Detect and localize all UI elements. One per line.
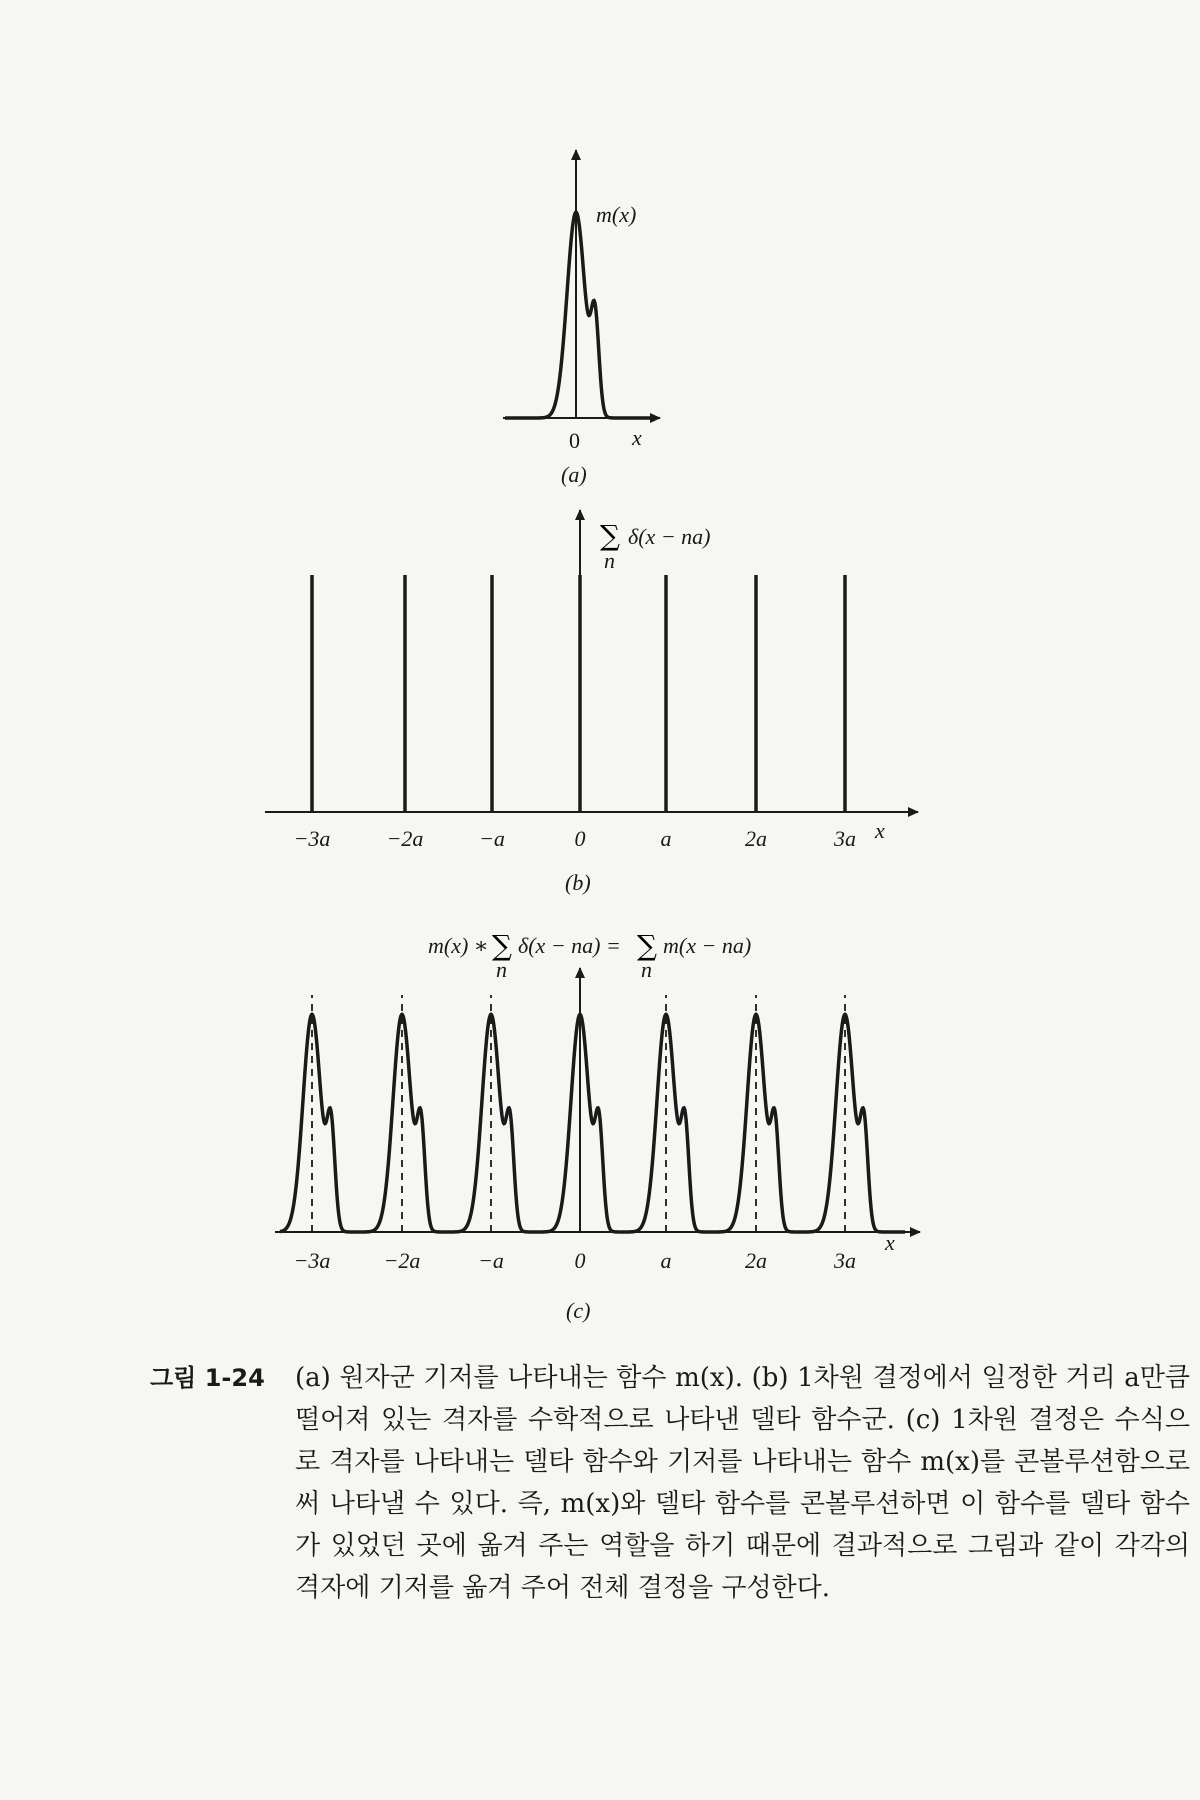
panel-b-label: (b) (565, 870, 591, 895)
delta-spikes (312, 575, 845, 812)
tick-label: 3a (834, 1248, 856, 1273)
tick-label: 2a (745, 826, 767, 851)
panel-c-tick-labels (294, 1248, 856, 1273)
tick-label: 2a (745, 1248, 767, 1273)
panel-c-sum-index-2: n (641, 957, 652, 982)
panel-b (265, 510, 918, 895)
figure-number: 그림 1-24 (150, 1364, 265, 1392)
panel-c-sum-symbol-2: ∑ (637, 929, 657, 962)
tick-label: a (660, 826, 672, 851)
m-x-label: m(x) (596, 202, 637, 227)
panel-c (275, 929, 920, 1323)
tick-label: −2a (383, 1248, 421, 1273)
crystal-curve (280, 1014, 905, 1232)
tick-label: 3a (834, 826, 856, 851)
tick-label: 0 (574, 1248, 586, 1273)
panel-c-sum-symbol-1: ∑ (492, 929, 512, 962)
panel-b-delta-label: δ(x − na) (628, 524, 711, 549)
tick-label: −3a (293, 1248, 331, 1273)
panel-b-sum-index: n (604, 548, 615, 573)
tick-label: −3a (293, 826, 331, 851)
m-x-curve (505, 212, 650, 418)
tick-label: −a (479, 826, 505, 851)
panel-a (503, 150, 660, 487)
tick-label: −a (478, 1248, 504, 1273)
caption-text: (a) 원자군 기저를 나타내는 함수 m(x). (b) 1차원 결정에서 일정한 거리 a만큼 떨어져 있는 격자를 수학적으로 나타낸 델타 함수군. (c) 1차원 결정은 수식으로 격자를 나타내는 델타 함수와 기저를 나타내는 함수 m(x)를 콘볼루션함으로써 나타낼 수 있다. 즉, m(x)와 델타 함수를 콘볼루션하면 이 함수를 델타 함수가 있었던 곳에 옮겨 주는 역할을 하기 때문에 결과적으로 그림과 같이 각각의 격자에 기저를 옮겨 주어 전체 결정을 구성한다. (295, 1363, 1190, 1603)
panel-b-x-label: x (875, 818, 885, 843)
panel-a-label: (a) (561, 462, 587, 487)
panel-a-origin-label: 0 (569, 428, 580, 453)
panel-c-eq-mid: δ(x − na) = (518, 933, 621, 958)
tick-label: a (660, 1248, 672, 1273)
panel-b-sum-symbol: ∑ (600, 519, 620, 552)
panel-b-tick-labels (294, 826, 856, 851)
panel-c-label: (c) (566, 1298, 591, 1323)
panel-c-x-label: x (885, 1230, 895, 1255)
panel-a-x-label: x (632, 425, 642, 450)
panel-c-sum-index-1: n (496, 957, 507, 982)
panel-c-eq-right: m(x − na) (663, 933, 752, 958)
panel-c-eq-left: m(x) ∗ (428, 933, 489, 958)
tick-label: 0 (574, 826, 586, 851)
tick-label: −2a (386, 826, 424, 851)
